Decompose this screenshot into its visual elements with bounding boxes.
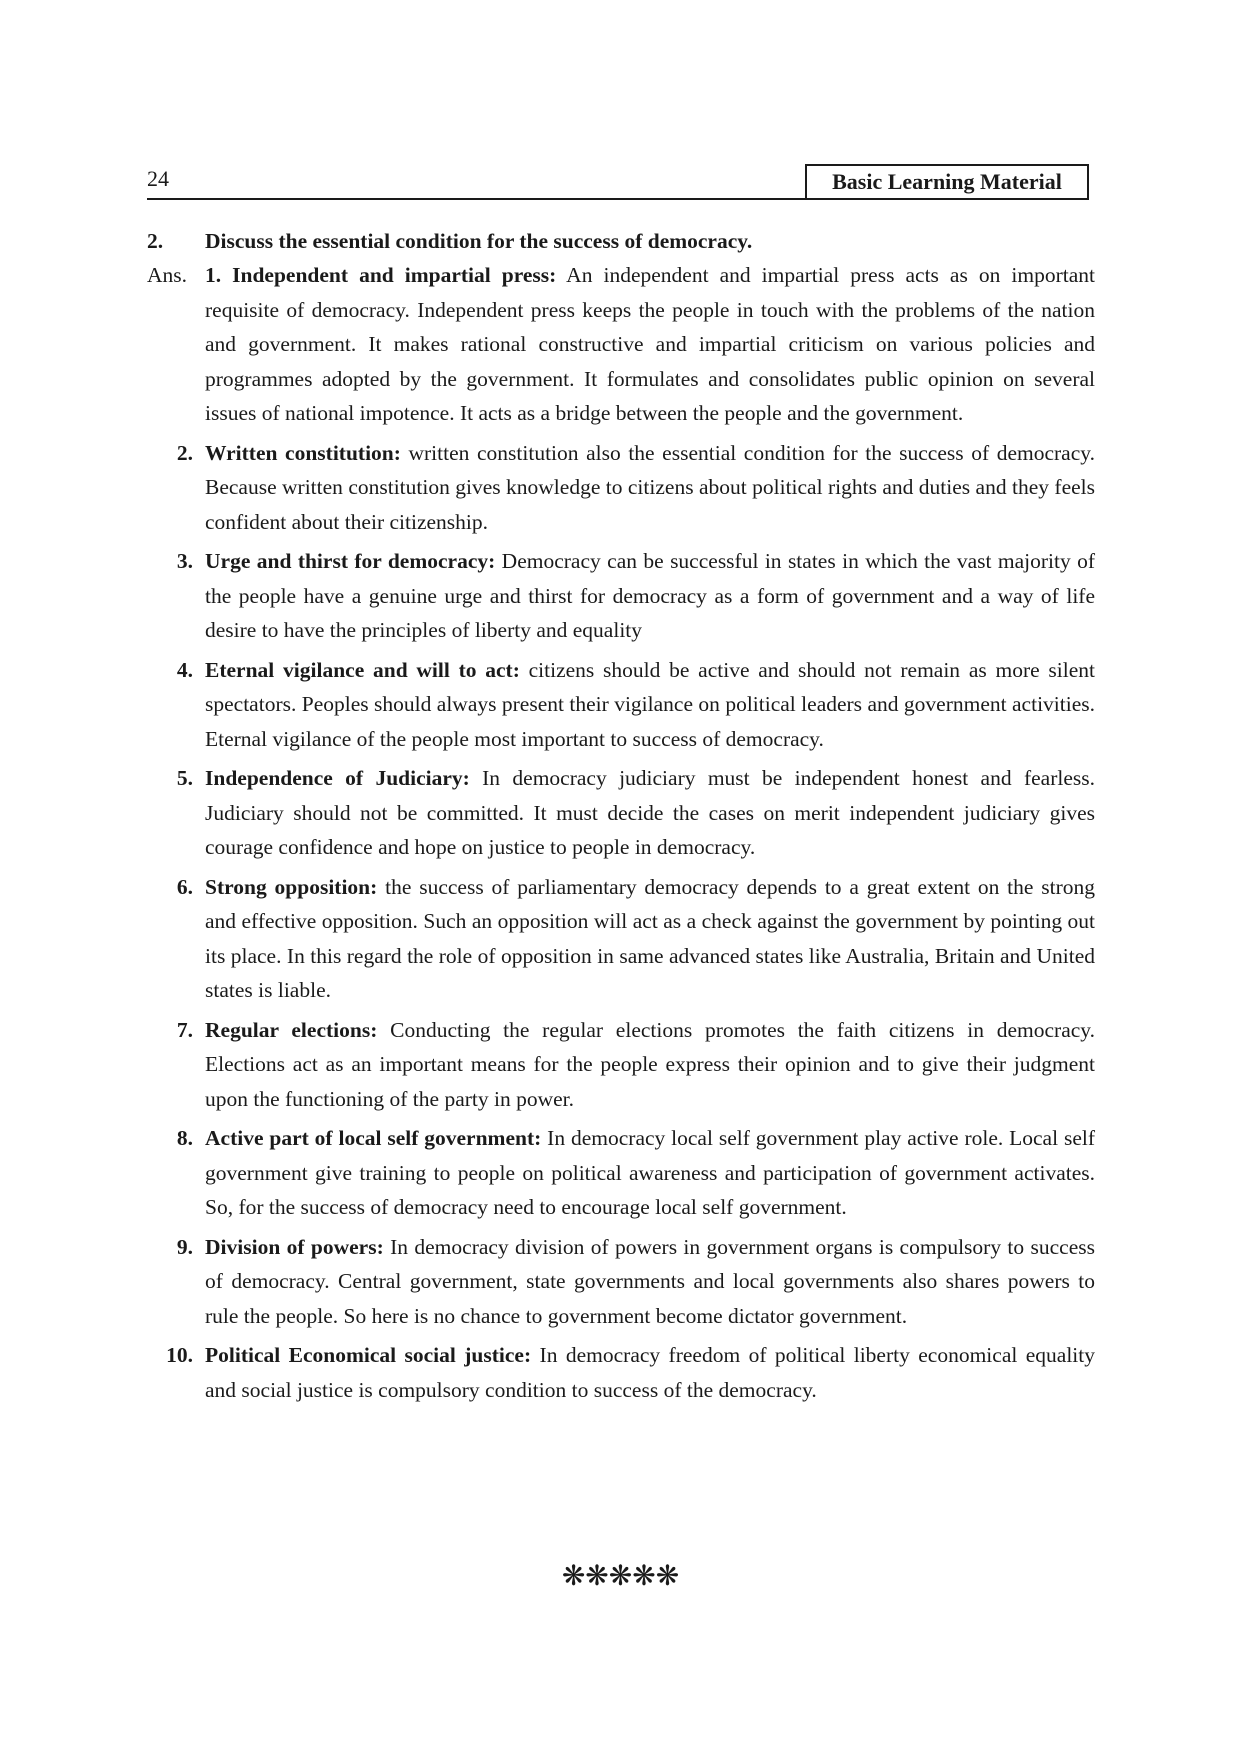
page-number: 24 bbox=[147, 166, 169, 191]
answer-point-heading: Political Economical social justice: bbox=[205, 1343, 532, 1368]
question-number: 2. bbox=[147, 229, 164, 253]
answer-point-text: In democracy judiciary must be independent honest and fearless. Judiciary should not be committed. It must decide the cases on merit independent judiciary gives courage confidence and hope on justice to people in democracy. bbox=[205, 766, 1095, 860]
answer-point-body bbox=[205, 1338, 1095, 1407]
answer-point-text: written constitution also the essential condition for the success of democracy. Because written constitution gives knowledge to citizens about political rights and duties and they feels confident about their citizenship. bbox=[205, 440, 1095, 534]
answer-label: Ans. bbox=[147, 263, 188, 288]
end-of-section-ornament: ❋❋❋❋❋ bbox=[561, 1561, 680, 1592]
answer-point-heading: Written constitution: bbox=[205, 440, 401, 465]
answer-point-heading: Regular elections: bbox=[205, 1017, 378, 1042]
answer-point-body bbox=[205, 1013, 1095, 1116]
answer-point-5 bbox=[147, 761, 1095, 864]
answer-point-heading: Division of powers: bbox=[205, 1234, 384, 1259]
answer-point-text: the success of parliamentary democracy depends to a great extent on the strong and effective opposition. Such an opposition will act as a check against the government by pointing out its place. In this regard the role of opposition in same advanced states like Australia, Britain and United states is liable. bbox=[205, 874, 1096, 1003]
answer-point-7 bbox=[147, 1013, 1095, 1116]
answer-point-body bbox=[205, 870, 1095, 1008]
point-number: 5. bbox=[176, 766, 193, 791]
answer-point-2 bbox=[147, 436, 1095, 539]
answer-point-6 bbox=[147, 870, 1095, 1008]
answer-point-text: citizens should be active and should not remain as more silent spectators. Peoples should always present their vigilance on political leaders and government activities. Eternal vigilance of the people most important to success of democracy. bbox=[205, 657, 1095, 751]
answer-point-body bbox=[205, 1121, 1095, 1224]
point-number: 2. bbox=[176, 440, 193, 465]
answer-point-text: In democracy local self government play active role. Local self government give training to people on political awareness and participation of government activates. So, for the success of democracy need to encourage local self government. bbox=[205, 1126, 1095, 1220]
point-number: 3. bbox=[176, 549, 193, 574]
running-header-title: Basic Learning Material bbox=[805, 164, 1089, 200]
header-rule bbox=[147, 198, 1089, 200]
answer-point-8 bbox=[147, 1121, 1095, 1224]
answer-point-heading: Independence of Judiciary: bbox=[205, 766, 470, 791]
answer-point-body bbox=[205, 653, 1095, 756]
question-text: Discuss the essential condition for the success of democracy. bbox=[205, 229, 753, 253]
point-number: 6. bbox=[176, 874, 193, 899]
point-number: 4. bbox=[176, 657, 193, 682]
answer-point-heading: Active part of local self government: bbox=[205, 1126, 542, 1151]
page-content bbox=[147, 224, 1095, 1407]
answer-point-1 bbox=[147, 258, 1095, 430]
answer-point-body bbox=[205, 1230, 1095, 1333]
point-number: 10. bbox=[166, 1343, 193, 1368]
answer-point-text: An independent and impartial press acts as on important requisite of democracy. Independent press keeps the people in touch with the problems of the nation and government. It makes rational constructive and impartial criticism on various policies and programmes adopted by the government. It formulates and consolidates public opinion on several issues of national impotence. It acts as a bridge between the people and the government. bbox=[205, 263, 1095, 426]
answer-point-4 bbox=[147, 653, 1095, 756]
answer-point-body bbox=[205, 436, 1095, 539]
point-number: 8. bbox=[176, 1126, 193, 1151]
answer-point-3 bbox=[147, 544, 1095, 647]
answer-point-heading: Strong opposition: bbox=[205, 874, 378, 899]
answer-point-9 bbox=[147, 1230, 1095, 1333]
answer-point-text: Democracy can be successful in states in which the vast majority of the people have a genuine urge and thirst for democracy as a form of government and a way of life desire to have the principles of liberty and equality bbox=[205, 549, 1095, 643]
question-row bbox=[147, 224, 1095, 258]
answer-point-heading: 1. Independent and impartial press: bbox=[205, 263, 557, 288]
answer-point-heading: Eternal vigilance and will to act: bbox=[205, 657, 520, 682]
answer-point-text: Conducting the regular elections promotes the faith citizens in democracy. Elections act as an important means for the people express their opinion and to give their judgment upon the functioning of the party in power. bbox=[205, 1017, 1096, 1111]
point-number: 7. bbox=[176, 1017, 193, 1042]
answer-point-text: In democracy freedom of political liberty economical equality and social justice is compulsory condition to success of the democracy. bbox=[205, 1343, 1095, 1402]
point-number: 9. bbox=[176, 1234, 193, 1259]
answer-point-10 bbox=[147, 1338, 1095, 1407]
answer-point-body bbox=[205, 761, 1095, 864]
answer-point-text: In democracy division of powers in government organs is compulsory to success of democracy. Central government, state governments and local governments also shares powers to rule the people. So here is no chance to government become dictator government. bbox=[205, 1234, 1095, 1328]
answer-point-body bbox=[205, 258, 1095, 430]
answer-point-body bbox=[205, 544, 1095, 647]
answer-point-heading: Urge and thirst for democracy: bbox=[205, 549, 496, 574]
